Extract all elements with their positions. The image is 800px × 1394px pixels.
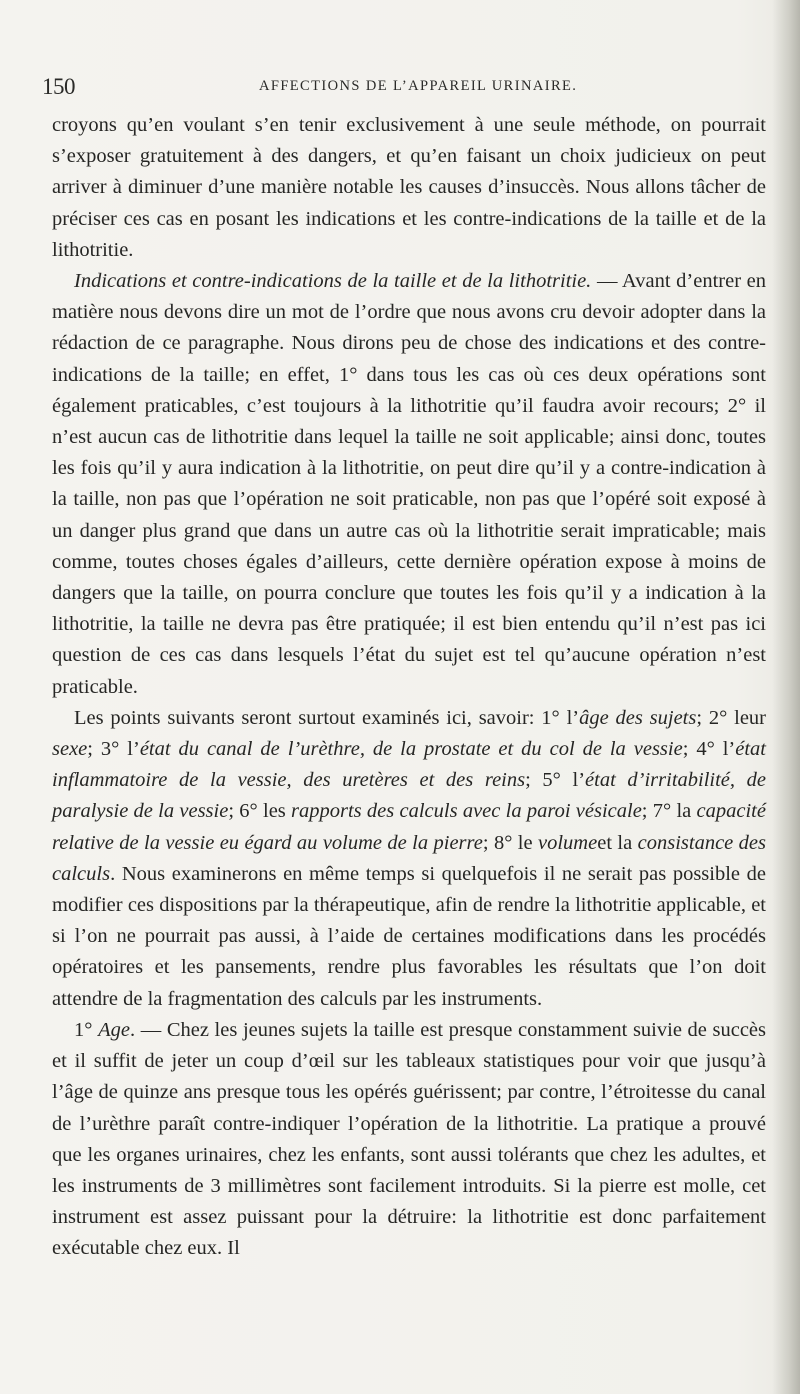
p3-term: capacité relative de la vessie eu égard au volume de la pierre xyxy=(52,800,766,854)
p3-term: état d’irritabilité, de paralysie de la vessie xyxy=(52,769,766,823)
p3-term: état inflammatoire de la vessie, des uretères et des reins xyxy=(52,738,766,792)
running-header xyxy=(42,74,772,104)
p3-term: rapports des calculs avec la paroi vésicale xyxy=(291,800,642,823)
paragraph-3 xyxy=(52,703,766,1015)
p3-text: et la xyxy=(597,831,638,854)
page-edge-shadow xyxy=(772,0,800,1394)
paragraph-2 xyxy=(52,266,766,703)
paragraph-4-text: . — Chez les jeunes sujets la taille est presque constamment suivie de succès et il suffit de jeter un coup d’œil sur les tableaux statistiques pour voir que jusqu’à l’âge de quinze ans presque tous les opérés guérissent; par contre, l’étroitesse du canal de l’urèthre paraît contre-indiquer l’opération de la lithotritie. La pratique a prouvé que les organes urinaires, chez les enfants, sont aussi tolérants que chez les adultes, et les instruments de 3 millimètres sont facilement introduits. Si la pierre est molle, cet instrument est assez puissant pour la détruire: la lithotritie est donc parfaitement exécutable chez eux. Il xyxy=(52,1018,767,1260)
p3-term: volume xyxy=(538,831,598,854)
p3-text: ; 7° la xyxy=(641,800,697,823)
p3-term: sexe xyxy=(52,738,88,761)
page-number: 150 xyxy=(42,74,75,99)
p3-text: ; 8° le xyxy=(482,831,539,854)
body-text xyxy=(52,110,766,1265)
paragraph-1: croyons qu’en voulant s’en tenir exclusivement à une seule méthode, on pourrait s’exposer gratuitement à des dangers, et qu’en faisant un choix judicieux on peut arriver à diminuer d’une manière notable les causes d’insuccès. Nous allons tâcher de préciser ces cas en posant les indications et les contre-indications de la taille et de la lithotritie. xyxy=(52,114,766,261)
paragraph-2-text: — Avant d’entrer en matière nous devons dire un mot de l’ordre que nous avons cru devoir adopter dans la rédaction de ce paragraphe. Nous dirons peu de chose des indications et des contre-indications de la taille; en effet, 1° dans tous les cas où ces deux opérations sont également praticables, c’est toujours à la lithotritie qu’il faudra avoir recours; 2° il n’est aucun cas de lithotritie dans lequel la taille ne soit applicable; ainsi donc, toutes les fois qu’il y aura indication à la lithotritie, on peut dire qu’il y a contre-indication à la taille, non pas que l’opération ne soit praticable, non pas que l’opéré soit exposé à un danger plus grand que dans un autre cas où la lithotritie serait impraticable; mais comme, toutes choses égales d’ailleurs, cette dernière opération expose à moins de dangers que la taille, on pourra conclure que toutes les fois qu’il y a indication à la lithotritie, la taille ne devra pas être pratiquée; il est bien entendu qu’il n’est pas ici question de ces cas dans lesquels l’état du sujet est tel qu’aucune opération n’est praticable. xyxy=(52,270,766,698)
section-number: 1° xyxy=(74,1018,99,1041)
p3-term: état du canal de l’urèthre, de la prostate et du col de la vessie xyxy=(139,738,683,761)
section-heading-age: Age xyxy=(98,1018,130,1041)
p3-text: . Nous examinerons en même temps si quelquefois il ne serait pas possible de modifier ces dispositions par la thérapeutique, afin de rendre la lithotritie applicable, et si l’on ne pourrait pas aussi, à l’aide de certaines modifications dans les procédés opératoires et les pansements, rendre plus favorables les résultats que l’on doit attendre de la fragmentation des calculs par les instruments. xyxy=(52,862,766,1010)
running-title: AFFECTIONS DE L’APPAREIL URINAIRE. xyxy=(259,78,578,94)
section-heading-indications: Indications et contre-indications de la taille et de la lithotritie. xyxy=(74,270,592,293)
p3-text: ; 4° l’ xyxy=(682,738,736,761)
p3-text: ; 2° leur xyxy=(696,706,767,729)
paragraph-4 xyxy=(52,1015,766,1265)
p3-text: ; 5° l’ xyxy=(525,769,586,792)
p3-text: ; 3° l’ xyxy=(87,738,140,761)
p3-text: Les points suivants seront surtout examinés ici, savoir: 1° l’ xyxy=(74,706,580,729)
p3-term: âge des sujets xyxy=(579,706,697,729)
p3-term: consistance des calculs xyxy=(52,831,766,885)
p3-text: ; 6° les xyxy=(228,800,292,823)
